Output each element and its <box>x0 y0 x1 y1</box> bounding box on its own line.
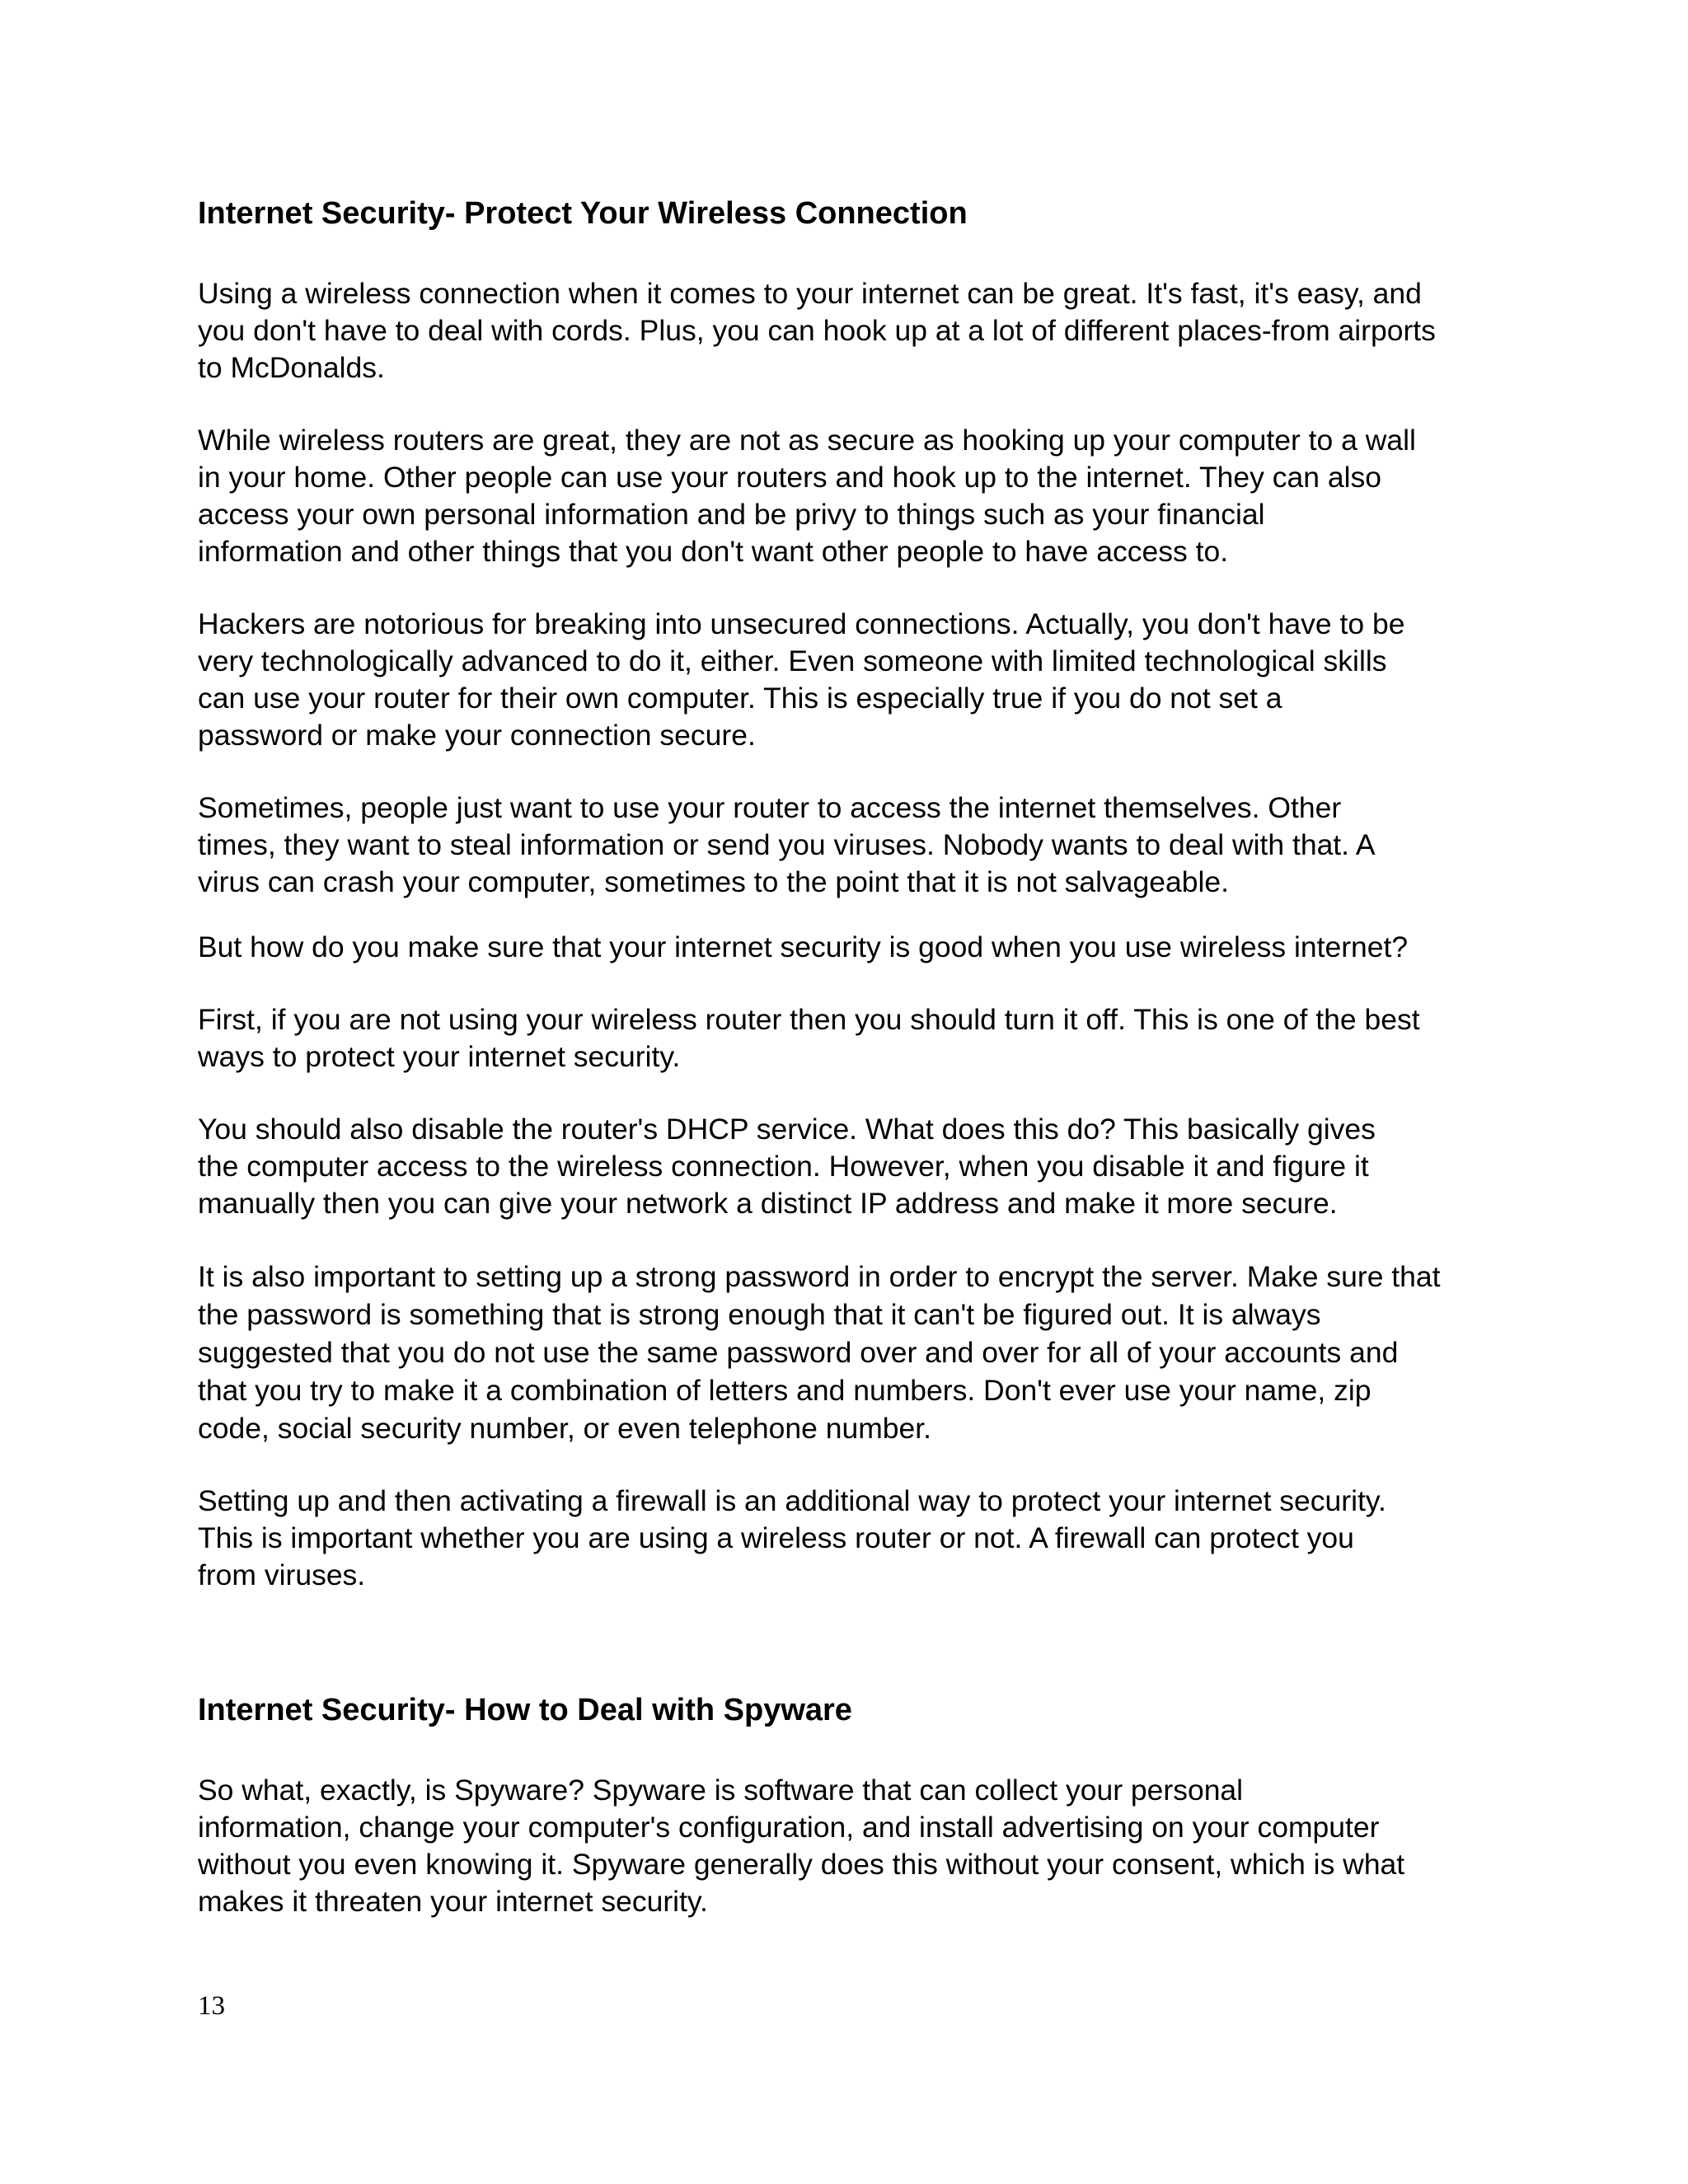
paragraph <box>198 1258 1500 1447</box>
paragraph <box>198 1483 1500 1594</box>
text-line: the computer access to the wireless connection. However, when you disable it and figure it <box>198 1150 1369 1183</box>
section-heading-wireless: Internet Security- Protect Your Wireless Connection <box>198 196 968 231</box>
text-line: First, if you are not using your wireless router then you should turn it off. This is one of the best <box>198 1003 1420 1036</box>
text-line: Sometimes, people just want to use your router to access the internet themselves. Other <box>198 791 1342 824</box>
paragraph <box>198 606 1500 754</box>
paragraph <box>198 929 1500 966</box>
text-line: without you even knowing it. Spyware generally does this without your consent, which is what <box>198 1848 1405 1881</box>
text-line: code, social security number, or even telephone number. <box>198 1412 931 1445</box>
text-line: Hackers are notorious for breaking into unsecured connections. Actually, you don't have to be <box>198 607 1405 640</box>
text-line: times, they want to steal information or send you viruses. Nobody wants to deal with that. A <box>198 828 1376 861</box>
text-line: the password is something that is strong enough that it can't be figured out. It is always <box>198 1298 1321 1331</box>
section-heading-spyware: Internet Security- How to Deal with Spyware <box>198 1693 852 1727</box>
text-line: virus can crash your computer, sometimes to the point that it is not salvageable. <box>198 865 1230 898</box>
text-line: makes it threaten your internet security. <box>198 1885 708 1918</box>
paragraph <box>198 1111 1500 1222</box>
text-line: So what, exactly, is Spyware? Spyware is software that can collect your personal <box>198 1774 1244 1807</box>
text-line: Using a wireless connection when it comes to your internet can be great. It's fast, it's easy, and <box>198 277 1422 310</box>
text-line: ways to protect your internet security. <box>198 1040 681 1073</box>
text-line: manually then you can give your network a distinct IP address and make it more secure. <box>198 1187 1338 1220</box>
paragraph <box>198 1001 1500 1076</box>
text-line: While wireless routers are great, they are not as secure as hooking up your computer to a wall <box>198 424 1416 457</box>
text-line: that you try to make it a combination of letters and numbers. Don't ever use your name, zip <box>198 1374 1372 1407</box>
text-line: can use your router for their own computer. This is especially true if you do not set a <box>198 682 1282 715</box>
paragraph <box>198 422 1500 570</box>
text-line: access your own personal information and be privy to things such as your financial <box>198 498 1265 531</box>
text-line: suggested that you do not use the same password over and over for all of your accounts and <box>198 1336 1399 1369</box>
text-line: Setting up and then activating a firewall is an additional way to protect your internet security. <box>198 1484 1386 1517</box>
text-line: you don't have to deal with cords. Plus, you can hook up at a lot of different places-from airports <box>198 314 1436 347</box>
text-line: password or make your connection secure. <box>198 719 756 752</box>
page-content <box>198 194 1500 1920</box>
text-line: But how do you make sure that your internet security is good when you use wireless internet? <box>198 930 1409 963</box>
text-line: very technologically advanced to do it, either. Even someone with limited technological skills <box>198 644 1387 677</box>
text-line: in your home. Other people can use your routers and hook up to the internet. They can also <box>198 461 1381 494</box>
text-line: This is important whether you are using a wireless router or not. A firewall can protect you <box>198 1521 1354 1554</box>
paragraph <box>198 275 1500 387</box>
page-number: 13 <box>198 1991 225 2021</box>
text-line: You should also disable the router's DHCP service. What does this do? This basically gives <box>198 1113 1376 1146</box>
paragraph <box>198 1772 1500 1920</box>
text-line: information, change your computer's configuration, and install advertising on your computer <box>198 1811 1380 1844</box>
text-line: to McDonalds. <box>198 351 385 384</box>
text-line: information and other things that you don't want other people to have access to. <box>198 535 1229 568</box>
text-line: from viruses. <box>198 1558 366 1591</box>
paragraph <box>198 790 1500 901</box>
text-line: It is also important to setting up a strong password in order to encrypt the server. Make sure that <box>198 1260 1441 1293</box>
